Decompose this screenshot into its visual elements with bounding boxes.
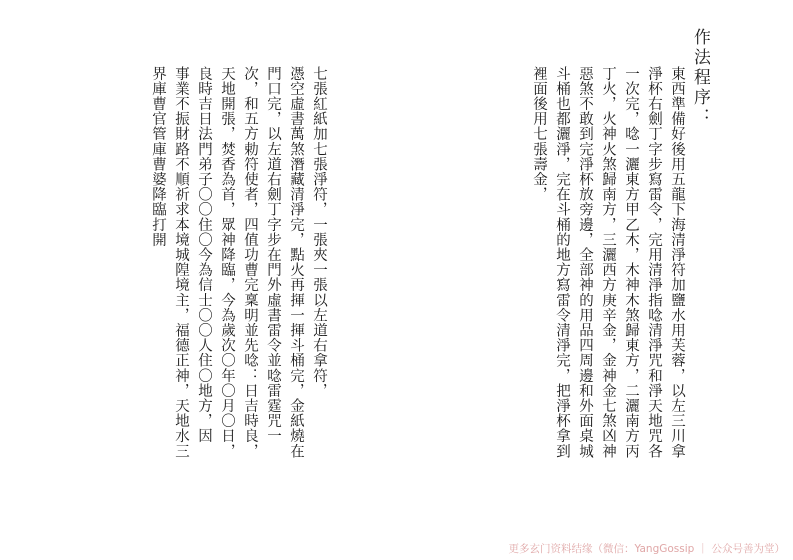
text-column: 憑空虛書萬煞潛藏清淨完，點火再揮一揮斗桶完，金紙燒在: [288, 66, 304, 459]
text-column: 惡煞不敢到完淨杯放旁邊，全部神的用品四周邊和外面桌城: [577, 66, 593, 459]
text-column: 丁火，火神火煞歸南方，三灑西方庚辛金，金神金七煞凶神: [600, 66, 616, 459]
text-column: 事業不振財路不順祈求本境城隍境主，福德正神，天地水三: [173, 66, 189, 459]
text-column: 斗桶也都灑淨，完在斗桶的地方寫雷令清淨完，把淨杯拿到: [554, 66, 570, 459]
text-column: 一次完，唸一灑東方甲乙木，木神木煞歸東方，二灑南方丙: [623, 66, 639, 459]
watermark-footer: 更多玄门资料结缘（微信：YangGossip ｜ 公众号善为堂）: [508, 543, 785, 555]
text-column: 次，和五方勅符使者，四值功曹完稟明並先唸：日吉時良，: [242, 66, 258, 459]
section-title: 作法程序：: [690, 28, 710, 128]
text-column: 界庫曹官管庫曹婆降臨打開: [150, 66, 166, 248]
text-column: 東西準備好後用五龍下海清淨符加鹽水用芙蓉，以左三川拿: [669, 66, 685, 459]
text-column: 良時吉日法門弟子〇〇住〇今為信士〇〇人住〇地方，因: [196, 66, 212, 444]
text-column: 門口完，以左道右劍丁字步在門外虛書雷令並唸雷霆咒一: [265, 66, 281, 444]
text-column: 淨杯右劍丁字步寫雷令，完用清淨指唸清淨咒和淨天地咒各: [646, 66, 662, 459]
text-column: 七張紅紙加七張淨符，一張夾一張以左道右拿符，: [311, 66, 327, 399]
text-column: 裡面後用七張壽金，: [531, 66, 547, 202]
text-column: 天地開張，焚香為首，眾神降臨，今為歲次〇年〇月〇日，: [219, 66, 235, 459]
page-gutter: [424, 0, 425, 560]
